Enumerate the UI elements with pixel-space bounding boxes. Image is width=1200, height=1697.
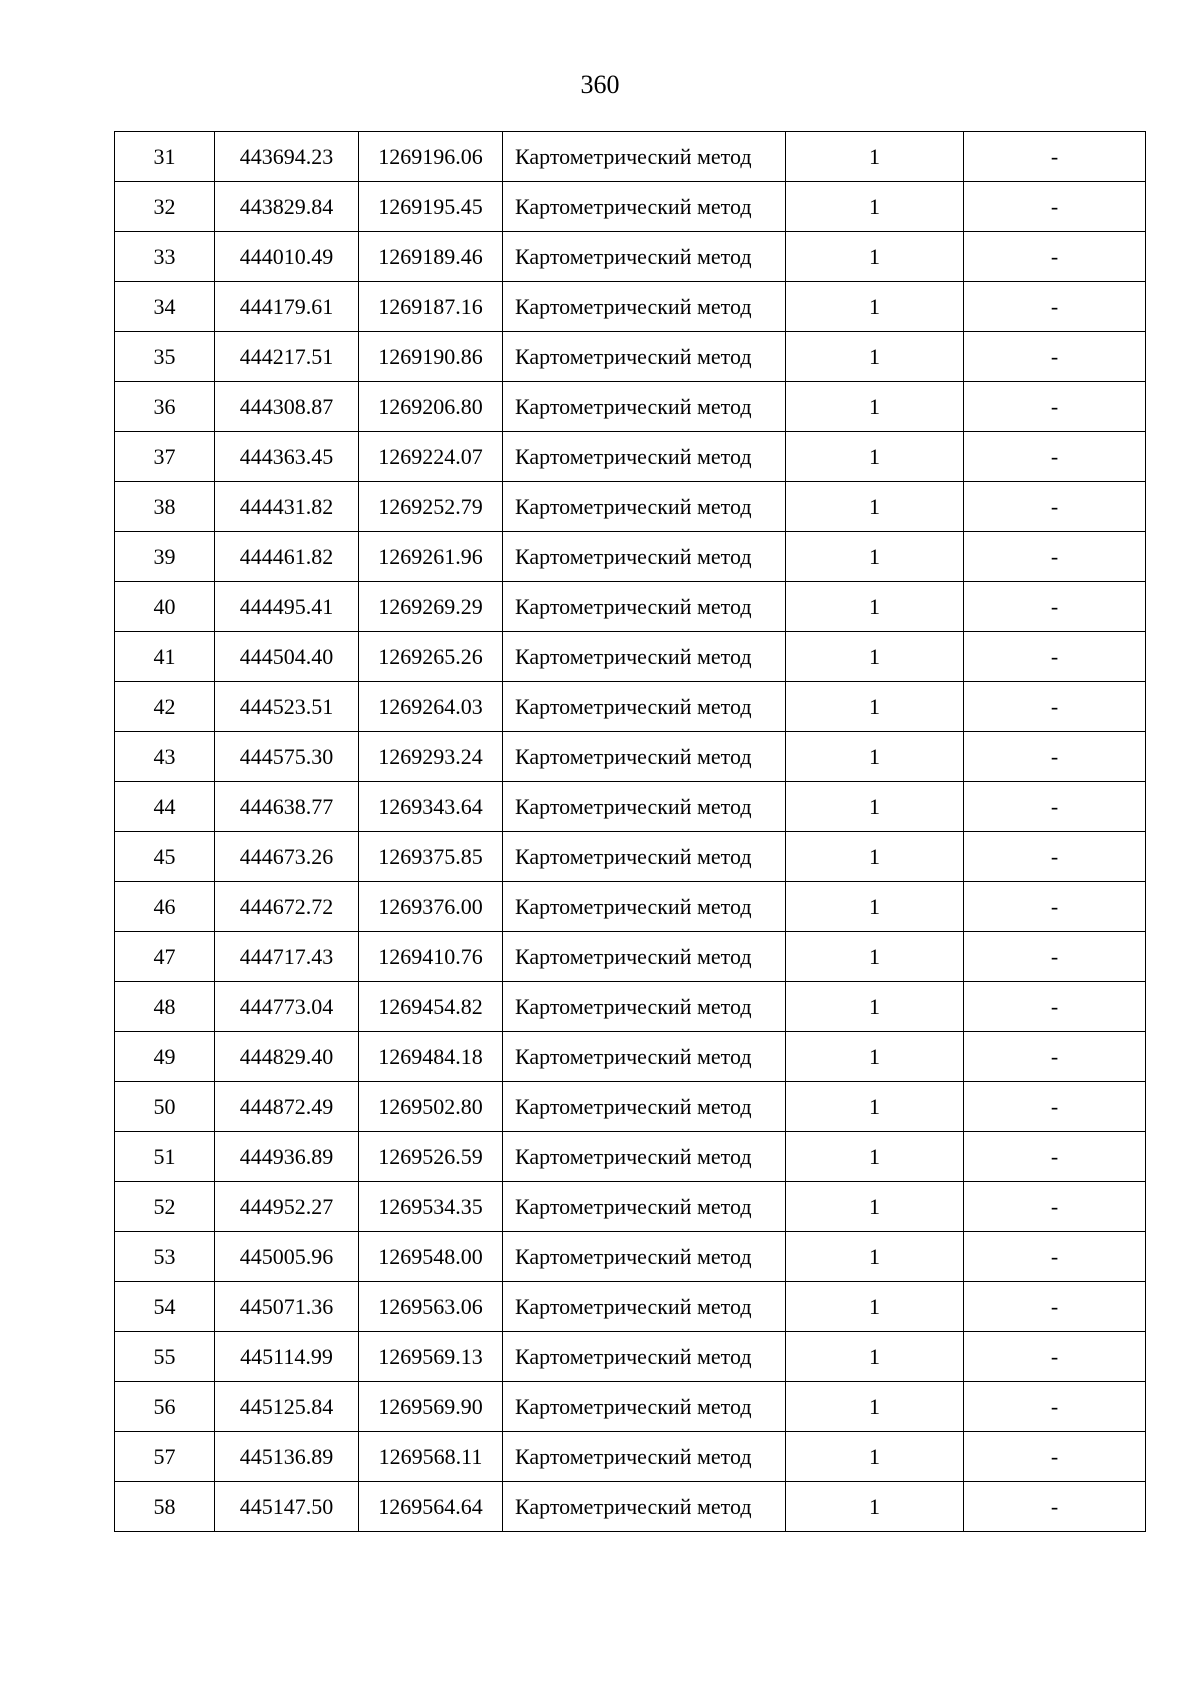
cell-method: Картометрический метод [503,932,786,982]
cell-accuracy: 1 [786,582,964,632]
cell-accuracy: 1 [786,282,964,332]
cell-note: - [964,682,1146,732]
cell-x-coordinate: 444638.77 [215,782,359,832]
cell-y-coordinate: 1269568.11 [359,1432,503,1482]
cell-y-coordinate: 1269189.46 [359,232,503,282]
cell-point-number: 51 [115,1132,215,1182]
cell-method: Картометрический метод [503,982,786,1032]
cell-accuracy: 1 [786,1332,964,1382]
cell-y-coordinate: 1269375.85 [359,832,503,882]
cell-x-coordinate: 444673.26 [215,832,359,882]
cell-method: Картометрический метод [503,382,786,432]
cell-point-number: 33 [115,232,215,282]
table-row [115,282,1146,332]
cell-x-coordinate: 445136.89 [215,1432,359,1482]
cell-y-coordinate: 1269293.24 [359,732,503,782]
cell-point-number: 37 [115,432,215,482]
cell-note: - [964,1382,1146,1432]
table-row [115,382,1146,432]
cell-point-number: 45 [115,832,215,882]
cell-point-number: 56 [115,1382,215,1432]
cell-method: Картометрический метод [503,232,786,282]
cell-point-number: 34 [115,282,215,332]
page-number: 360 [580,70,620,99]
cell-point-number: 49 [115,1032,215,1082]
cell-y-coordinate: 1269534.35 [359,1182,503,1232]
cell-note: - [964,1432,1146,1482]
cell-note: - [964,632,1146,682]
cell-note: - [964,1032,1146,1082]
cell-method: Картометрический метод [503,1182,786,1232]
cell-method: Картометрический метод [503,332,786,382]
table-body [115,132,1146,1532]
cell-x-coordinate: 444872.49 [215,1082,359,1132]
table-row [115,1232,1146,1282]
cell-method: Картометрический метод [503,1232,786,1282]
cell-note: - [964,982,1146,1032]
cell-accuracy: 1 [786,332,964,382]
cell-accuracy: 1 [786,1032,964,1082]
cell-accuracy: 1 [786,1282,964,1332]
cell-method: Картометрический метод [503,432,786,482]
table-row [115,232,1146,282]
cell-x-coordinate: 444179.61 [215,282,359,332]
cell-note: - [964,1332,1146,1382]
table-row [115,1032,1146,1082]
cell-accuracy: 1 [786,782,964,832]
cell-accuracy: 1 [786,382,964,432]
cell-point-number: 54 [115,1282,215,1332]
cell-y-coordinate: 1269224.07 [359,432,503,482]
table-row [115,1482,1146,1532]
cell-y-coordinate: 1269569.90 [359,1382,503,1432]
cell-accuracy: 1 [786,1482,964,1532]
cell-y-coordinate: 1269190.86 [359,332,503,382]
cell-y-coordinate: 1269264.03 [359,682,503,732]
cell-point-number: 40 [115,582,215,632]
cell-x-coordinate: 444952.27 [215,1182,359,1232]
table-row [115,732,1146,782]
table-row [115,1282,1146,1332]
cell-x-coordinate: 445147.50 [215,1482,359,1532]
cell-point-number: 39 [115,532,215,582]
cell-point-number: 38 [115,482,215,532]
cell-method: Картометрический метод [503,182,786,232]
cell-note: - [964,182,1146,232]
cell-y-coordinate: 1269252.79 [359,482,503,532]
cell-note: - [964,1182,1146,1232]
cell-y-coordinate: 1269563.06 [359,1282,503,1332]
cell-accuracy: 1 [786,232,964,282]
cell-method: Картометрический метод [503,632,786,682]
cell-x-coordinate: 444363.45 [215,432,359,482]
cell-accuracy: 1 [786,1132,964,1182]
cell-point-number: 41 [115,632,215,682]
cell-note: - [964,832,1146,882]
cell-y-coordinate: 1269526.59 [359,1132,503,1182]
cell-method: Картометрический метод [503,132,786,182]
cell-method: Картометрический метод [503,882,786,932]
cell-note: - [964,782,1146,832]
cell-x-coordinate: 444461.82 [215,532,359,582]
cell-note: - [964,432,1146,482]
table-row [115,832,1146,882]
cell-method: Картометрический метод [503,1132,786,1182]
cell-point-number: 32 [115,182,215,232]
cell-method: Картометрический метод [503,1282,786,1332]
table-row [115,182,1146,232]
table-row [115,432,1146,482]
cell-note: - [964,382,1146,432]
cell-accuracy: 1 [786,182,964,232]
cell-y-coordinate: 1269454.82 [359,982,503,1032]
table-row [115,532,1146,582]
cell-accuracy: 1 [786,882,964,932]
cell-accuracy: 1 [786,932,964,982]
cell-x-coordinate: 444010.49 [215,232,359,282]
cell-x-coordinate: 445125.84 [215,1382,359,1432]
cell-x-coordinate: 444217.51 [215,332,359,382]
cell-note: - [964,1282,1146,1332]
cell-point-number: 48 [115,982,215,1032]
cell-x-coordinate: 444773.04 [215,982,359,1032]
cell-y-coordinate: 1269261.96 [359,532,503,582]
cell-note: - [964,582,1146,632]
cell-x-coordinate: 444672.72 [215,882,359,932]
cell-y-coordinate: 1269548.00 [359,1232,503,1282]
cell-note: - [964,282,1146,332]
cell-y-coordinate: 1269343.64 [359,782,503,832]
cell-point-number: 57 [115,1432,215,1482]
cell-x-coordinate: 444431.82 [215,482,359,532]
cell-accuracy: 1 [786,482,964,532]
cell-x-coordinate: 444717.43 [215,932,359,982]
cell-y-coordinate: 1269376.00 [359,882,503,932]
cell-point-number: 47 [115,932,215,982]
cell-x-coordinate: 445071.36 [215,1282,359,1332]
cell-y-coordinate: 1269187.16 [359,282,503,332]
cell-y-coordinate: 1269269.29 [359,582,503,632]
cell-point-number: 44 [115,782,215,832]
cell-accuracy: 1 [786,682,964,732]
cell-x-coordinate: 444523.51 [215,682,359,732]
cell-point-number: 42 [115,682,215,732]
cell-y-coordinate: 1269195.45 [359,182,503,232]
cell-x-coordinate: 444504.40 [215,632,359,682]
cell-x-coordinate: 445005.96 [215,1232,359,1282]
cell-x-coordinate: 443829.84 [215,182,359,232]
cell-method: Картометрический метод [503,1332,786,1382]
cell-note: - [964,132,1146,182]
cell-accuracy: 1 [786,632,964,682]
table-row [115,1082,1146,1132]
cell-accuracy: 1 [786,732,964,782]
table-row [115,932,1146,982]
table-row [115,1382,1146,1432]
cell-note: - [964,1132,1146,1182]
cell-y-coordinate: 1269410.76 [359,932,503,982]
table-row [115,1332,1146,1382]
cell-note: - [964,1232,1146,1282]
cell-accuracy: 1 [786,832,964,882]
cell-point-number: 31 [115,132,215,182]
cell-y-coordinate: 1269265.26 [359,632,503,682]
cell-method: Картометрический метод [503,1482,786,1532]
cell-accuracy: 1 [786,532,964,582]
table-row [115,582,1146,632]
cell-note: - [964,232,1146,282]
cell-point-number: 43 [115,732,215,782]
cell-method: Картометрический метод [503,482,786,532]
cell-note: - [964,482,1146,532]
cell-x-coordinate: 445114.99 [215,1332,359,1382]
table-row [115,482,1146,532]
cell-method: Картометрический метод [503,1382,786,1432]
cell-y-coordinate: 1269196.06 [359,132,503,182]
cell-method: Картометрический метод [503,682,786,732]
cell-point-number: 50 [115,1082,215,1132]
cell-y-coordinate: 1269484.18 [359,1032,503,1082]
table-row [115,882,1146,932]
cell-method: Картометрический метод [503,732,786,782]
cell-x-coordinate: 444829.40 [215,1032,359,1082]
cell-method: Картометрический метод [503,1032,786,1082]
cell-note: - [964,932,1146,982]
cell-point-number: 52 [115,1182,215,1232]
cell-point-number: 58 [115,1482,215,1532]
cell-accuracy: 1 [786,132,964,182]
cell-accuracy: 1 [786,1082,964,1132]
cell-y-coordinate: 1269502.80 [359,1082,503,1132]
table-row [115,1132,1146,1182]
cell-x-coordinate: 444575.30 [215,732,359,782]
cell-method: Картометрический метод [503,532,786,582]
cell-note: - [964,332,1146,382]
cell-method: Картометрический метод [503,832,786,882]
cell-note: - [964,732,1146,782]
cell-point-number: 36 [115,382,215,432]
cell-accuracy: 1 [786,1182,964,1232]
cell-x-coordinate: 444308.87 [215,382,359,432]
coordinates-table [114,131,1146,1532]
table-row [115,1432,1146,1482]
cell-accuracy: 1 [786,1432,964,1482]
table-row [115,682,1146,732]
cell-point-number: 46 [115,882,215,932]
cell-accuracy: 1 [786,982,964,1032]
cell-method: Картометрический метод [503,582,786,632]
cell-x-coordinate: 444495.41 [215,582,359,632]
cell-method: Картометрический метод [503,1082,786,1132]
cell-point-number: 53 [115,1232,215,1282]
cell-accuracy: 1 [786,432,964,482]
cell-method: Картометрический метод [503,1432,786,1482]
cell-accuracy: 1 [786,1382,964,1432]
table-row [115,982,1146,1032]
cell-y-coordinate: 1269569.13 [359,1332,503,1382]
cell-x-coordinate: 443694.23 [215,132,359,182]
cell-point-number: 55 [115,1332,215,1382]
cell-note: - [964,532,1146,582]
table-row [115,782,1146,832]
cell-point-number: 35 [115,332,215,382]
cell-x-coordinate: 444936.89 [215,1132,359,1182]
cell-y-coordinate: 1269206.80 [359,382,503,432]
table-row [115,132,1146,182]
table-row [115,1182,1146,1232]
table-row [115,332,1146,382]
cell-accuracy: 1 [786,1232,964,1282]
table-row [115,632,1146,682]
cell-method: Картометрический метод [503,282,786,332]
cell-note: - [964,882,1146,932]
cell-note: - [964,1482,1146,1532]
cell-method: Картометрический метод [503,782,786,832]
cell-y-coordinate: 1269564.64 [359,1482,503,1532]
cell-note: - [964,1082,1146,1132]
